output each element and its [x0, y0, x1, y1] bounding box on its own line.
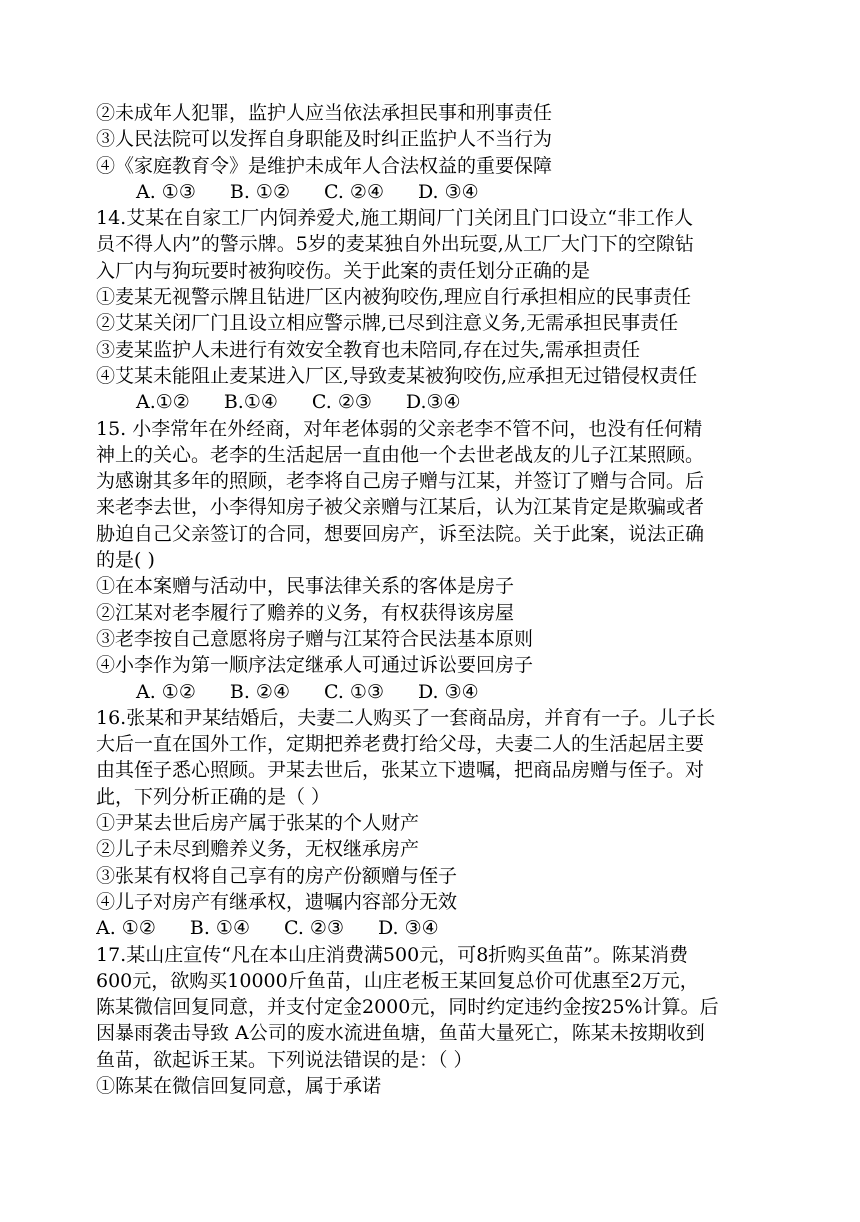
statement-line: ④《家庭教育令》是维护未成年人合法权益的重要保障: [96, 154, 553, 177]
question-stem-line: 17.某山庄宣传“凡在本山庄消费满500元，可8折购买鱼苗”。陈某消费: [96, 943, 688, 966]
q13-statements: [96, 100, 776, 179]
question-stem-line: 大后一直在国外工作，定期把养老费打给父母，夫妻二人的生活起居主要: [96, 733, 705, 756]
question-stem-line: 的是( ): [96, 549, 155, 572]
statement-line: ②艾某关闭厂门且设立相应警示牌,已尽到注意义务,无需承担民事责任: [96, 312, 679, 335]
q14-options: [96, 389, 776, 415]
statement-line: ③老李按自己意愿将房子赠与江某符合民法基本原则: [96, 627, 534, 650]
question-stem-line: 员不得人内”的警示牌。5岁的麦某独自外出玩耍,从工厂大门下的空隙钻: [96, 233, 694, 256]
option-a: A. ①②: [136, 680, 196, 703]
statement-line: ④儿子对房产有继承权，遗嘱内容部分无效: [96, 890, 458, 913]
question-stem-line: 神上的关心。老李的生活起居一直由他一个去世老战友的儿子江某照顾。: [96, 443, 705, 466]
question-stem-line: 鱼苗，欲起诉王某。下列说法错误的是：（ ）: [96, 1048, 473, 1071]
question-stem-line: 16.张某和尹某结婚后，夫妻二人购买了一套商品房，并育有一子。儿子长: [96, 706, 716, 729]
statement-line: ①在本案赠与活动中，民事法律关系的客体是房子: [96, 575, 515, 598]
question-stem-line: 入厂内与狗玩要时被狗咬伤。关于此案的责任划分正确的是: [96, 259, 591, 282]
q13-options: [96, 179, 776, 205]
option-d: D. ③④: [378, 917, 439, 940]
question-17: [96, 942, 776, 1100]
statement-line: ②未成年人犯罪，监护人应当依法承担民事和刑事责任: [96, 102, 553, 124]
q16-options: [96, 915, 776, 941]
option-d: D.③④: [405, 391, 461, 414]
statement-line: ①尹某去世后房产属于张某的个人财产: [96, 812, 420, 835]
question-stem-line: 14.艾某在自家工厂内饲养爱犬,施工期间厂门关闭且门口设立“非工作人: [96, 207, 693, 230]
option-a: A. ①②: [96, 917, 156, 940]
option-b: B.①④: [223, 391, 278, 414]
question-stem-line: 因暴雨袭击导致 A公司的废水流进鱼塘，鱼苗大量死亡，陈某未按期收到: [96, 1022, 705, 1045]
statement-line: ②江某对老李履行了赡养的义务，有权获得该房屋: [96, 601, 515, 624]
option-c: C. ②③: [283, 917, 344, 940]
statement-line: ②儿子未尽到赡养义务，无权继承房产: [96, 838, 420, 861]
statement-line: ③张某有权将自己享有的房产份额赠与侄子: [96, 864, 458, 887]
question-16: [96, 705, 776, 942]
option-a: A.①②: [136, 391, 190, 414]
option-c: C. ①③: [323, 680, 384, 703]
question-stem-line: 胁迫自己父亲签订的合同，想要回房产，诉至法院。关于此案，说法正确: [96, 522, 705, 545]
option-b: B. ②④: [229, 680, 290, 703]
question-15: [96, 416, 776, 705]
question-14: [96, 205, 776, 415]
option-d: D. ③④: [418, 180, 479, 203]
statement-line: ④小李作为第一顺序法定继承人可通过诉讼要回房子: [96, 654, 534, 677]
option-c: C. ②③: [311, 391, 372, 414]
statement-line: ④艾某未能阻止麦某进入厂区,导致麦某被狗咬伤,应承担无过错侵权责任: [96, 364, 698, 387]
statement-line: ③人民法院可以发挥自身职能及时纠正监护人不当行为: [96, 128, 553, 151]
question-stem-line: 600元，欲购买10000斤鱼苗，山庄老板王某回复总价可优惠至2万元，: [96, 969, 699, 992]
option-b: B. ①②: [229, 180, 290, 203]
statement-line: ①麦某无视警示牌且钻进厂区内被狗咬伤,理应自行承担相应的民事责任: [96, 286, 692, 309]
option-d: D. ③④: [418, 680, 479, 703]
statement-line: ③麦某监护人未进行有效安全教育也未陪同,存在过失,需承担责任: [96, 338, 641, 361]
question-stem-line: 来老李去世，小李得知房子被父亲赠与江某后，认为江某肯定是欺骗或者: [96, 496, 705, 519]
question-stem-line: 陈某微信回复同意，并支付定金2000元，同时约定违约金按25%计算。后: [96, 996, 719, 1019]
statement-line: ①陈某在微信回复同意，属于承诺: [96, 1074, 382, 1097]
question-stem-line: 由其侄子悉心照顾。尹某去世后，张某立下遗嘱，把商品房赠与侄子。对: [96, 759, 705, 782]
question-stem-line: 15. 小李常年在外经商，对年老体弱的父亲老李不管不问，也没有任何精: [96, 417, 703, 440]
q15-options: [96, 679, 776, 705]
option-c: C. ②④: [323, 180, 384, 203]
option-a: A. ①③: [136, 180, 196, 203]
document-page: [96, 100, 776, 1099]
question-stem-line: 此，下列分析正确的是（ ）: [96, 785, 331, 808]
option-b: B. ①④: [189, 917, 250, 940]
question-stem-line: 为感谢其多年的照顾，老李将自己房子赠与江某，并签订了赠与合同。后: [96, 470, 705, 493]
